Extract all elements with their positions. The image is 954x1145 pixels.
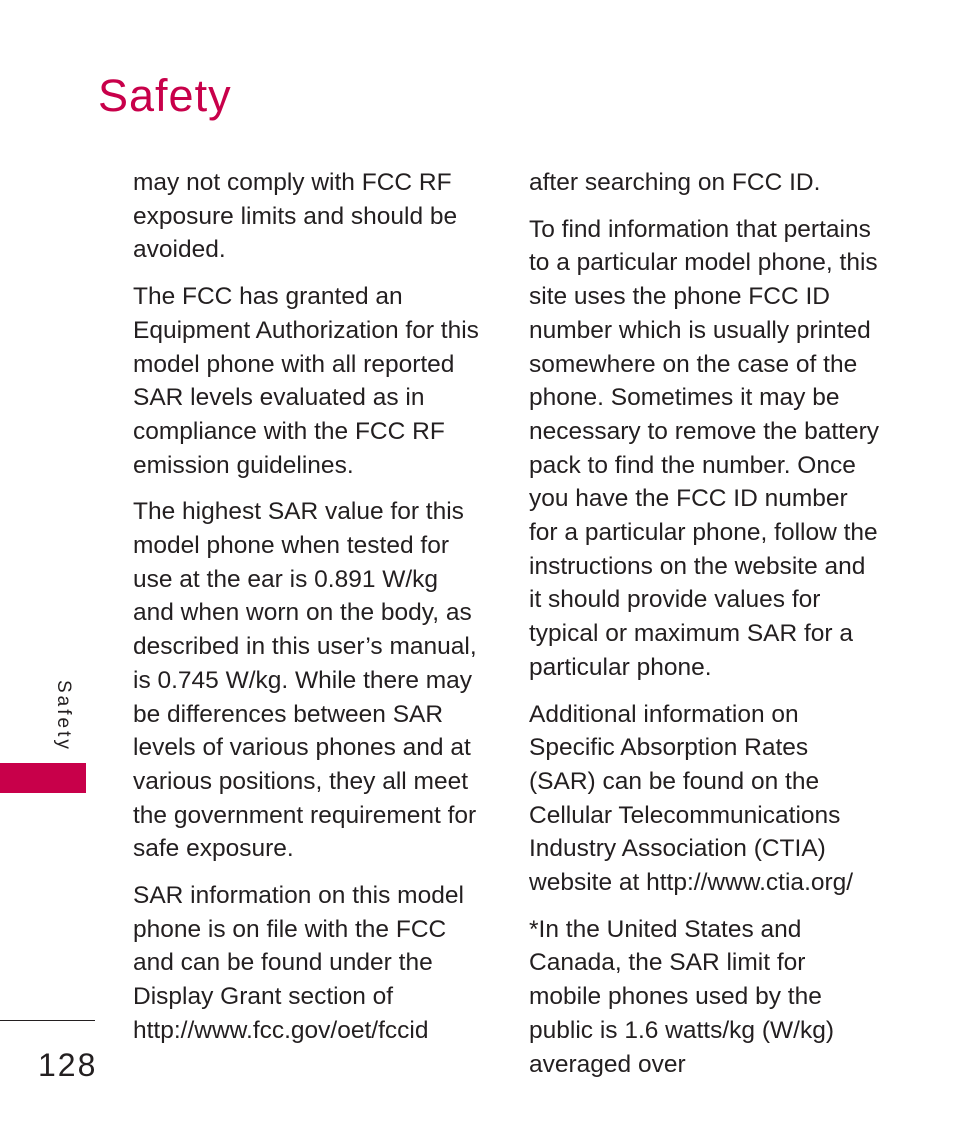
paragraph: after searching on FCC ID. xyxy=(529,169,821,196)
paragraph: The FCC has granted an Equipment Authorization for this model phone with all reported SAR levels evaluated as in compliance with the FCC RF emission guidelines. xyxy=(133,283,479,479)
paragraph: may not comply with FCC RF exposure limits and should be avoided. xyxy=(133,169,458,264)
paragraph: SAR information on this model phone is on file with the FCC and can be found under the Display Grant section of http://www.fcc.gov/oet/fccid xyxy=(133,882,464,1044)
page-number: 128 xyxy=(38,1047,98,1083)
page-title: Safety xyxy=(98,70,232,121)
paragraph: Additional information on Specific Absorption Rates (SAR) can be found on the Cellular Telecommunications Industry Association (CTIA) website at http://www.ctia.org/ xyxy=(529,700,854,897)
paragraph: To find information that pertains to a particular model phone, this site uses the phone FCC ID number which is usually printed somewhere on the case of the phone. Sometimes it may be necessary to remove the battery pack to find the number. Once you have the FCC ID number for a particular phone, follow the instructions on the website and it should provide values for typical or maximum SAR for a particular phone. xyxy=(529,215,879,681)
side-tab-label: Safety xyxy=(53,680,74,752)
left-text-column xyxy=(133,166,485,1061)
footer-divider xyxy=(0,1020,95,1021)
side-tab-marker xyxy=(0,763,86,793)
paragraph: *In the United States and Canada, the SAR limit for mobile phones used by the public is 1.6 watts/kg (W/kg) averaged over xyxy=(529,915,834,1078)
paragraph: The highest SAR value for this model phone when tested for use at the ear is 0.891 W/kg and when worn on the body, as described in this user’s manual, is 0.745 W/kg. While there may be differences between SAR levels of various phones and at various positions, they all meet the government requirement for safe exposure. xyxy=(133,498,477,863)
right-text-column xyxy=(529,166,881,1094)
